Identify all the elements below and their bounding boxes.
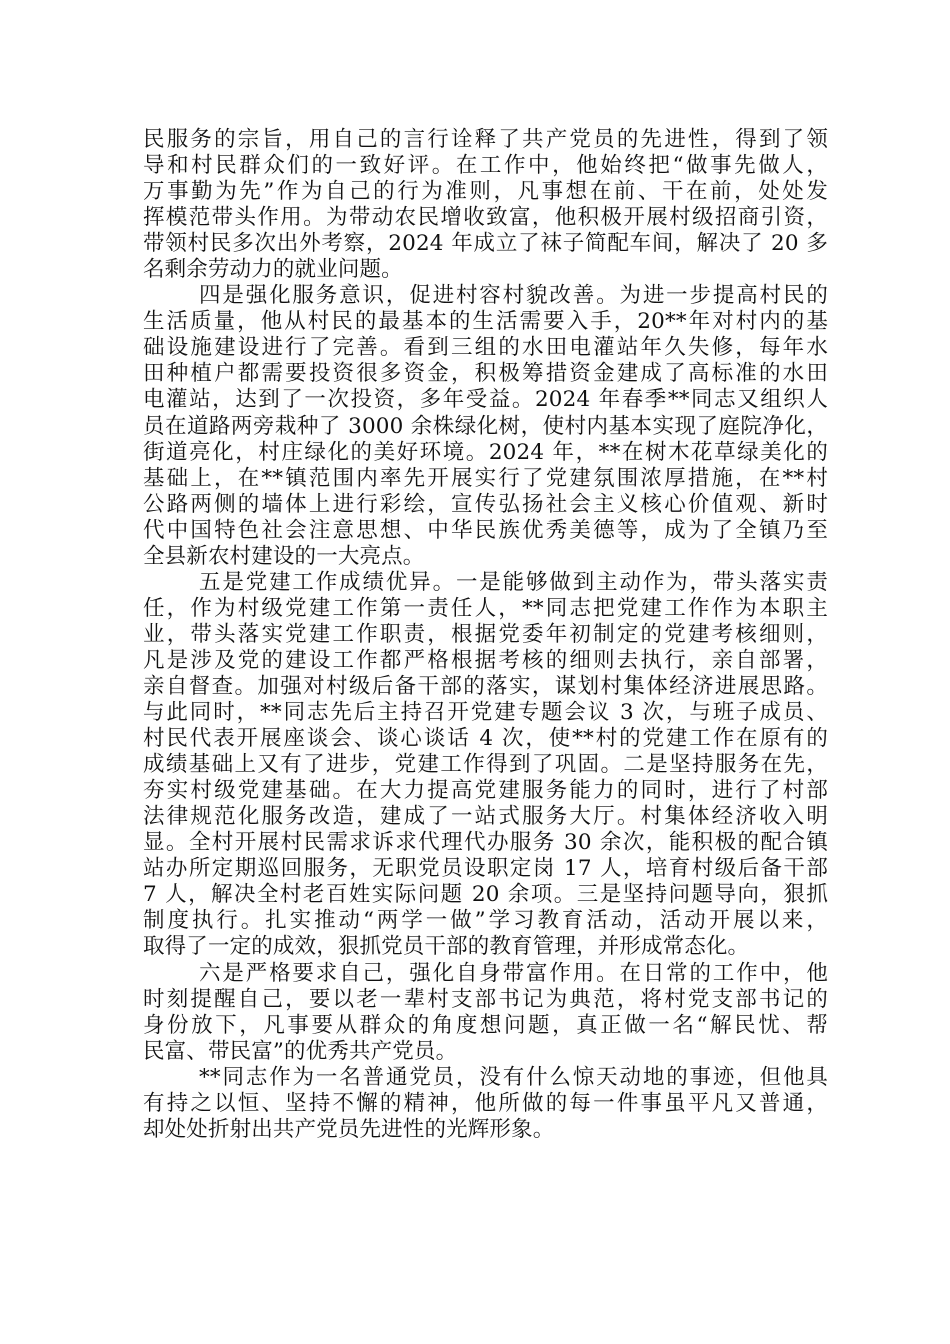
body-text-line: 导和村民群众们的一致好评。在工作中，他始终把“做事先做人， — [143, 153, 828, 179]
body-text-line: 身份放下，凡事要从群众的角度想问题，真正做一名“解民忧、帮 — [143, 1012, 828, 1038]
body-text-line: 凡是涉及党的建设工作都严格根据考核的细则去执行，亲自部署， — [143, 647, 828, 673]
body-text-line: 代中国特色社会注意思想、中华民族优秀美德等，成为了全镇乃至 — [143, 517, 828, 543]
paragraph-first-line: 五是党建工作成绩优异。一是能够做到主动作为，带头落实责 — [199, 569, 828, 595]
body-text-line: 员在道路两旁栽种了 3000 余株绿化树，使村内基本实现了庭院净化， — [143, 413, 828, 439]
body-text-line: 显。全村开展村民需求诉求代理代办服务 30 余次，能积极的配合镇 — [143, 830, 828, 856]
body-text-line: 街道亮化，村庄绿化的美好环境。2024 年，**在树木花草绿美化的 — [143, 439, 828, 465]
body-text-line: 名剩余劳动力的就业问题。 — [143, 257, 403, 283]
body-text-line: 取得了一定的成效，狠抓党员干部的教育管理，并形成常态化。 — [143, 934, 750, 960]
body-text-line: 基础上，在**镇范围内率先开展实行了党建氛围浓厚措施，在**村 — [143, 465, 828, 491]
body-text-line: 成绩基础上又有了进步，党建工作得到了巩固。二是坚持服务在先， — [143, 752, 828, 778]
body-text-line: 村民代表开展座谈会、谈心谈话 4 次，使**村的党建工作在原有的 — [143, 726, 828, 752]
body-text-line: 挥模范带头作用。为带动农民增收致富，他积极开展村级招商引资， — [143, 205, 828, 231]
body-text-line: 民服务的宗旨，用自己的言行诠释了共产党员的先进性，得到了领 — [143, 127, 828, 152]
body-text-line: 础设施建设进行了完善。看到三组的水田电灌站年久失修，每年水 — [143, 335, 828, 361]
body-text-line: 万事勤为先”作为自己的行为准则，凡事想在前、干在前，处处发 — [143, 179, 828, 205]
body-text-line: 民富、带民富”的优秀共产党员。 — [143, 1038, 458, 1064]
body-text-line: 7 人，解决全村老百姓实际问题 20 余项。三是坚持问题导向，狠抓 — [143, 882, 828, 908]
body-text-line: 却处处折射出共产党员先进性的光辉形象。 — [143, 1116, 555, 1142]
body-text-line: 生活质量，他从村民的最基本的生活需要入手，20**年对村内的基 — [143, 309, 828, 335]
body-text-line: 带领村民多次出外考察，2024 年成立了袜子简配车间，解决了 20 多 — [143, 231, 828, 257]
body-text-line: 亲自督查。加强对村级后备干部的落实，谋划村集体经济进展思路。 — [143, 673, 828, 699]
body-text-line: 业，带头落实党建工作职责，根据党委年初制定的党建考核细则， — [143, 621, 828, 647]
paragraph-first-line: **同志作为一名普通党员，没有什么惊天动地的事迹，但他具 — [199, 1064, 828, 1090]
body-text-line: 有持之以恒、坚持不懈的精神，他所做的每一件事虽平凡又普通， — [143, 1090, 828, 1116]
body-text-line: 法律规范化服务改造，建成了一站式服务大厅。村集体经济收入明 — [143, 804, 828, 830]
body-text-line: 公路两侧的墙体上进行彩绘，宣传弘扬社会主义核心价值观、新时 — [143, 491, 828, 517]
body-text-line: 时刻提醒自己，要以老一辈村支部书记为典范，将村党支部书记的 — [143, 986, 828, 1012]
document-body — [143, 127, 828, 1143]
body-text-line: 电灌站，达到了一次投资，多年受益。2024 年春季**同志又组织人 — [143, 387, 828, 413]
body-text-line: 夯实村级党建基础。在大力提高党建服务能力的同时，进行了村部 — [143, 778, 828, 804]
body-text-line: 任，作为村级党建工作第一责任人，**同志把党建工作作为本职主 — [143, 595, 828, 621]
paragraph-first-line: 四是强化服务意识，促进村容村貌改善。为进一步提高村民的 — [199, 283, 828, 309]
body-text-line: 全县新农村建设的一大亮点。 — [143, 543, 425, 569]
paragraph-first-line: 六是严格要求自己，强化自身带富作用。在日常的工作中，他 — [199, 960, 828, 986]
body-text-line: 与此同时，**同志先后主持召开党建专题会议 3 次，与班子成员、 — [143, 700, 828, 726]
body-text-line: 田种植户都需要投资很多资金，积极筹措资金建成了高标准的水田 — [143, 361, 828, 387]
body-text-line: 制度执行。扎实推动“两学一做”学习教育活动，活动开展以来， — [143, 908, 828, 934]
body-text-line: 站办所定期巡回服务，无职党员设职定岗 17 人，培育村级后备干部 — [143, 856, 828, 882]
